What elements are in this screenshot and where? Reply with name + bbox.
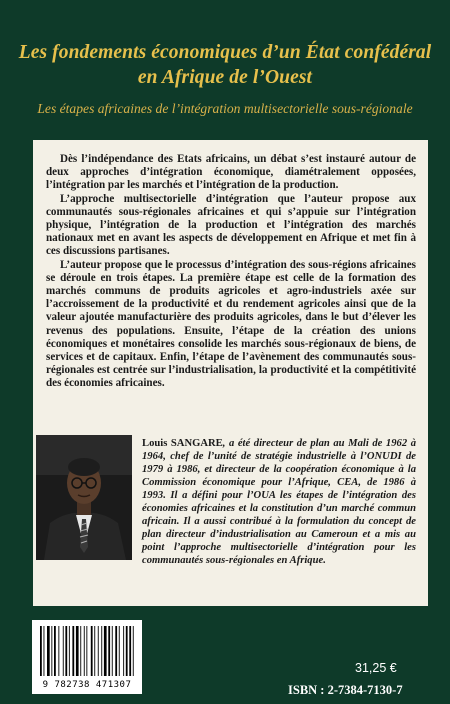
barcode-bar: [94, 626, 95, 676]
blurb-paragraph: Dès l’indépendance des Etats africains, un débat s’est instauré autour de deux approches d’intégration économique, diamétralement opposées, l’intégration par les marchés et l’intégration de la production.: [46, 153, 416, 192]
barcode-bar: [123, 626, 124, 676]
barcode-bar: [101, 626, 102, 676]
barcode-bar: [133, 626, 134, 676]
barcode-image: [32, 620, 142, 680]
author-bio: [46, 437, 416, 567]
barcode-bar: [104, 626, 107, 676]
book-title: [0, 40, 450, 90]
barcode-bar: [80, 626, 81, 676]
barcode-bar: [84, 626, 85, 676]
barcode-bar: [47, 626, 50, 676]
barcode-bar: [72, 626, 74, 676]
barcode-bar: [108, 626, 110, 676]
barcode-bar: [54, 626, 56, 676]
barcode-bar: [91, 626, 93, 676]
price-label: 31,25 €: [355, 661, 397, 675]
barcode-bar: [51, 626, 52, 676]
blurb-paragraph: L’auteur propose que le processus d’intégration des sous-régions africaines se déroule en trois étapes. La première étape est celle de la formation des marchés communs de produits agricoles et agro-industriels axée sur l’accroissement de la productivité et du rendement agricoles ainsi que de la valeur ajoutée manufacturière des produits agricoles, dans le but d’élever les revenus des populations. Ensuite, l’étape de la création des unions économiques et monétaires consolide les marchés sous-régionaux de biens, de services et de capitaux. Enfin, l’étape de l’avènement des communautés sous-régionales est centrée sur l’industrialisation, la productivité et la compétitivité des économies africaines.: [46, 258, 416, 390]
barcode-bar: [112, 626, 113, 676]
barcode-bar: [98, 626, 99, 676]
blurb-paragraph: L’approche multisectorielle d’intégration que l’auteur propose aux communautés sous-régionales africaines et qui s’appuie sur l’intégration physique, l’intégration de la production et l’intégration des marchés nationaux met en avant les aspects de développement en Afrique et met fin à ces discussions partisanes.: [46, 192, 416, 258]
barcode-bar: [65, 626, 67, 676]
author-name: Louis SANGARE: [142, 438, 223, 449]
barcode-bar: [69, 626, 70, 676]
author-bio-text: , a été directeur de plan au Mali de 1962 à 1964, chef de l’unité de stratégie industrielle à l’ONUDI de 1979 à 1986, et directeur de la coopération économique à la Commission économique pour l’Afrique, CEA, de 1986 à 1993. Il a défini pour l’OUA les étapes de l’intégration des économies africaines et la constitution d’un marché commun africain. Il a aussi contribué à la formulation du concept de plan directeur d’industrialisation au Cameroun et a mis au point l’approche multisectorielle d’intégration pour les communautés sous-régionales en Afrique.: [142, 438, 416, 566]
book-subtitle: Les étapes africaines de l’intégration multisectorielle sous-régionale: [37, 101, 413, 116]
barcode-bar: [119, 626, 120, 676]
barcode-bar: [63, 626, 64, 676]
barcode-bar: [86, 626, 87, 676]
blurb: [46, 153, 416, 391]
barcode-bar: [126, 626, 128, 676]
barcode-bar: [129, 626, 131, 676]
barcode-bar: [58, 626, 59, 676]
book-title-line-1: Les fondements économiques d’un État confédéral: [18, 42, 432, 63]
isbn-label: ISBN : 2-7384-7130-7: [288, 683, 403, 697]
barcode-bar: [115, 626, 117, 676]
barcode-bar: [76, 626, 79, 676]
barcode-number: 9 782738 471307: [42, 680, 132, 690]
book-title-line-2: en Afrique de l’Ouest: [137, 67, 313, 88]
barcode-bar: [40, 626, 42, 676]
barcode-bar: [44, 626, 45, 676]
